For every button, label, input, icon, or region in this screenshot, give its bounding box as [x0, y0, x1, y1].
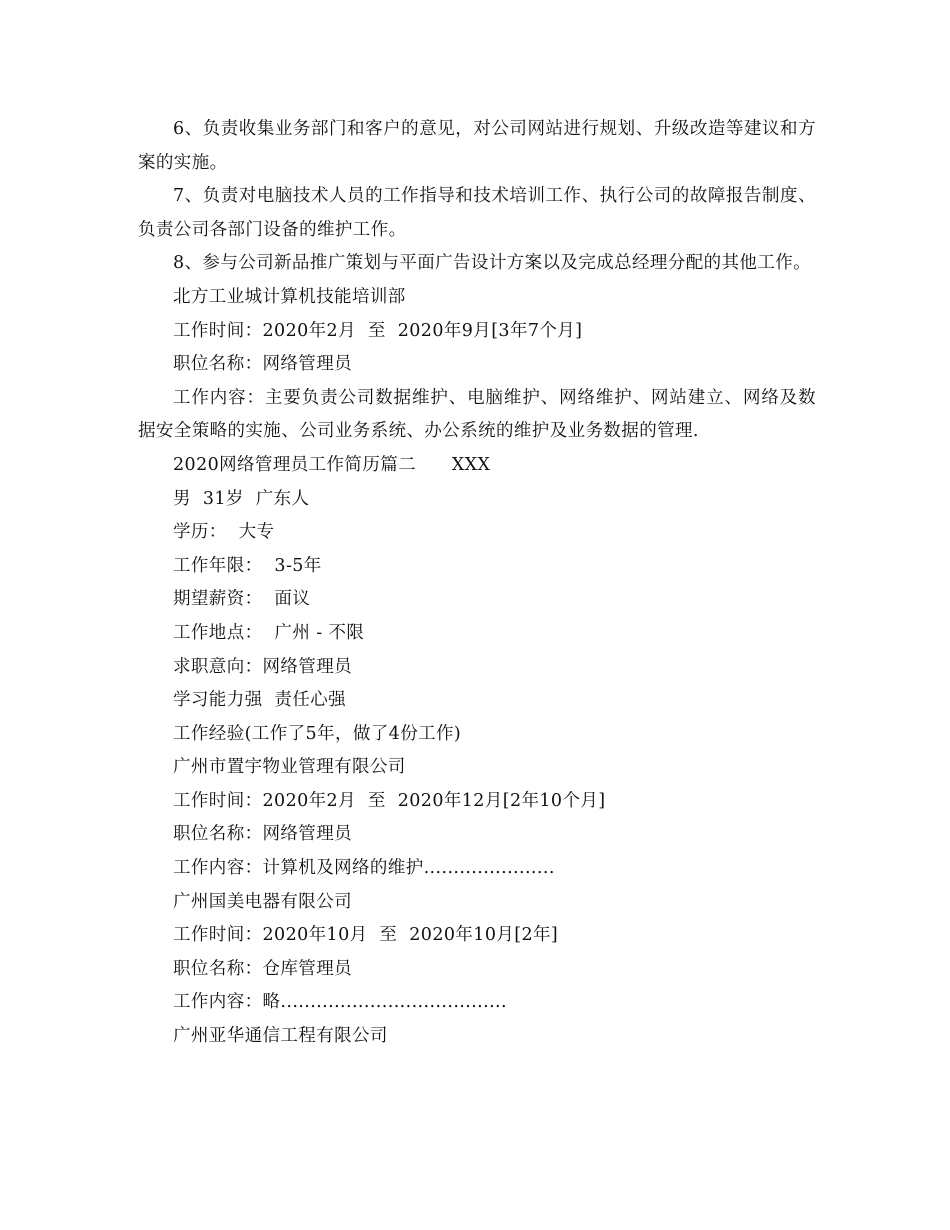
job2-content: 工作内容：计算机及网络的维护...................... [173, 858, 555, 879]
job2-time: 工作时间：2020年2月 至 2020年12月[2年10个月] [173, 790, 606, 811]
job1-position: 职位名称：网络管理员 [173, 354, 352, 375]
job3-position: 职位名称：仓库管理员 [173, 958, 352, 979]
resume2-basic-info: 男 31岁 广东人 [173, 488, 310, 509]
duty-item-7: 7、负责对电脑技术人员的工作指导和技术培训工作、执行公司的故障报告制度、负责公司各部门设备的维护工作。 [138, 186, 816, 240]
job3-time: 工作时间：2020年10月 至 2020年10月[2年] [173, 925, 559, 946]
resume2-education: 学历： 大专 [173, 522, 275, 543]
resume2-experience-summary: 工作经验(工作了5年，做了4份工作) [173, 723, 462, 744]
job1-content: 工作内容：主要负责公司数据维护、电脑维护、网络维护、网站建立、网络及数据安全策略的实施、公司业务系统、办公系统的维护及业务数据的管理. [138, 387, 816, 442]
resume2-work-location: 工作地点： 广州 - 不限 [173, 622, 365, 643]
job2-position: 职位名称：网络管理员 [173, 824, 352, 845]
job3-content: 工作内容：略...................................... [173, 992, 507, 1013]
duty-item-6: 6、负责收集业务部门和客户的意见，对公司网站进行规划、升级改造等建议和方案的实施。 [138, 119, 816, 173]
resume2-job-intention: 求职意向：网络管理员 [173, 656, 352, 677]
job1-company: 北方工业城计算机技能培训部 [173, 286, 406, 307]
duty-item-8: 8、参与公司新品推广策划与平面广告设计方案以及完成总经理分配的其他工作。 [173, 253, 812, 274]
job4-company: 广州亚华通信工程有限公司 [173, 1026, 388, 1047]
resume2-strengths: 学习能力强 责任心强 [173, 690, 347, 711]
resume2-title: 2020网络管理员工作简历篇二 XXX [173, 454, 491, 475]
resume2-expected-salary: 期望薪资： 面议 [173, 589, 311, 610]
job1-time: 工作时间：2020年2月 至 2020年9月[3年7个月] [173, 320, 583, 341]
resume2-work-years: 工作年限： 3-5年 [173, 555, 322, 576]
job3-company: 广州国美电器有限公司 [173, 891, 352, 912]
job2-company: 广州市置宇物业管理有限公司 [173, 757, 406, 778]
document-body [138, 113, 816, 1054]
